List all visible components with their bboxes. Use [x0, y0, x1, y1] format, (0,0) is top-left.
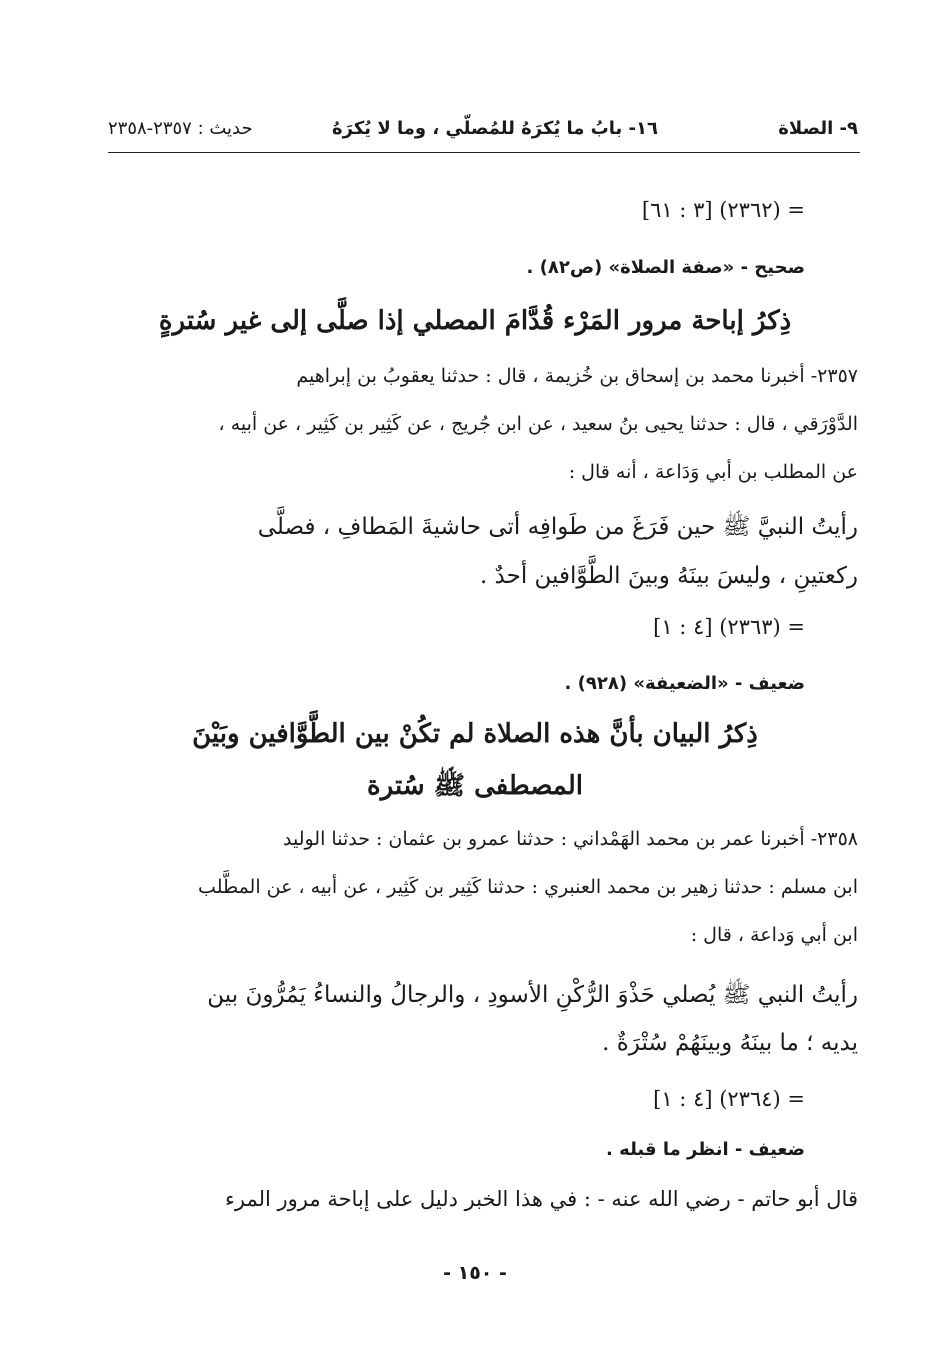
isnad-line: الدَّوْرَقي ، قال : حدثنا يحيى بنُ سعيد ، عن ابن جُريج ، عن كَثِير بن كَثِير ، عن أبيه ، [218, 413, 858, 435]
chapter-heading: ذِكرُ إباحة مرور المَرْء قُدَّامَ المصلي إذا صلَّى إلى غير سُترةٍ [158, 306, 792, 336]
grading-line: ضعيف - «الضعيفة» (٩٢٨) . [564, 673, 805, 694]
reference-line: = (٢٣٦٢) [٣ : ٦١] [641, 198, 805, 222]
isnad-line: ٢٣٥٨- أخبرنا عمر بن محمد الهَمْداني : حدثنا عمرو بن عثمان : حدثنا الوليد [283, 828, 858, 850]
isnad-line: ٢٣٥٧- أخبرنا محمد بن إسحاق بن خُزيمة ، قال : حدثنا يعقوبُ بن إبراهيم [296, 365, 858, 387]
chapter-heading: المصطفى ﷺ سُترة [367, 771, 583, 801]
grading-line: ضعيف - انظر ما قبله . [606, 1139, 805, 1160]
reference-line: = (٢٣٦٣) [٤ : ١] [653, 615, 805, 639]
hadith-range: حديث : ٢٣٥٧-٢٣٥٨ [108, 118, 253, 139]
matn-line: رأيتُ النبي ﷺ يُصلي حَذْوَ الرُّكْنِ الأسودِ ، والرجالُ والنساءُ يَمُرُّونَ بين [207, 982, 858, 1008]
page-number: - ١٥٠ - [443, 1262, 507, 1284]
isnad-line: ابن أبي وَداعة ، قال : [690, 924, 858, 946]
matn-line: ركعتينِ ، وليسَ بينَهُ وبينَ الطَّوَّافين أحدٌ . [479, 563, 858, 589]
matn-line: رأيتُ النبيَّ ﷺ حين فَرَغَ من طَوافِه أتى حاشيةَ المَطافِ ، فصلَّى [257, 514, 858, 540]
reference-line: = (٢٣٦٤) [٤ : ١] [653, 1087, 805, 1111]
isnad-line: ابن مسلم : حدثنا زهير بن محمد العنبري : حدثنا كَثِير بن كَثِير ، عن أبيه ، عن المطَّلب [198, 876, 858, 898]
matn-line: يديه ؛ ما بينَهُ وبينَهُمْ سُتْرَةٌ . [602, 1030, 858, 1056]
section-title: ١٦- بابُ ما يُكرَهُ للمُصلّي ، وما لا يُكرَهُ [332, 118, 658, 139]
chapter-title: ٩- الصلاة [778, 118, 858, 139]
running-header [108, 110, 858, 150]
closing-line: قال أبو حاتم - رضي الله عنه - : في هذا الخبر دليل على إباحة مرور المرء [225, 1187, 858, 1211]
header-divider [108, 152, 860, 153]
chapter-heading: ذِكرُ البيان بأنَّ هذه الصلاة لم تكُنْ بين الطَّوَّافين وبَيْنَ [192, 719, 758, 749]
grading-line: صحيح - «صفة الصلاة» (ص٨٢) . [526, 257, 805, 278]
isnad-line: عن المطلب بن أبي وَدَاعة ، أنه قال : [568, 461, 858, 483]
